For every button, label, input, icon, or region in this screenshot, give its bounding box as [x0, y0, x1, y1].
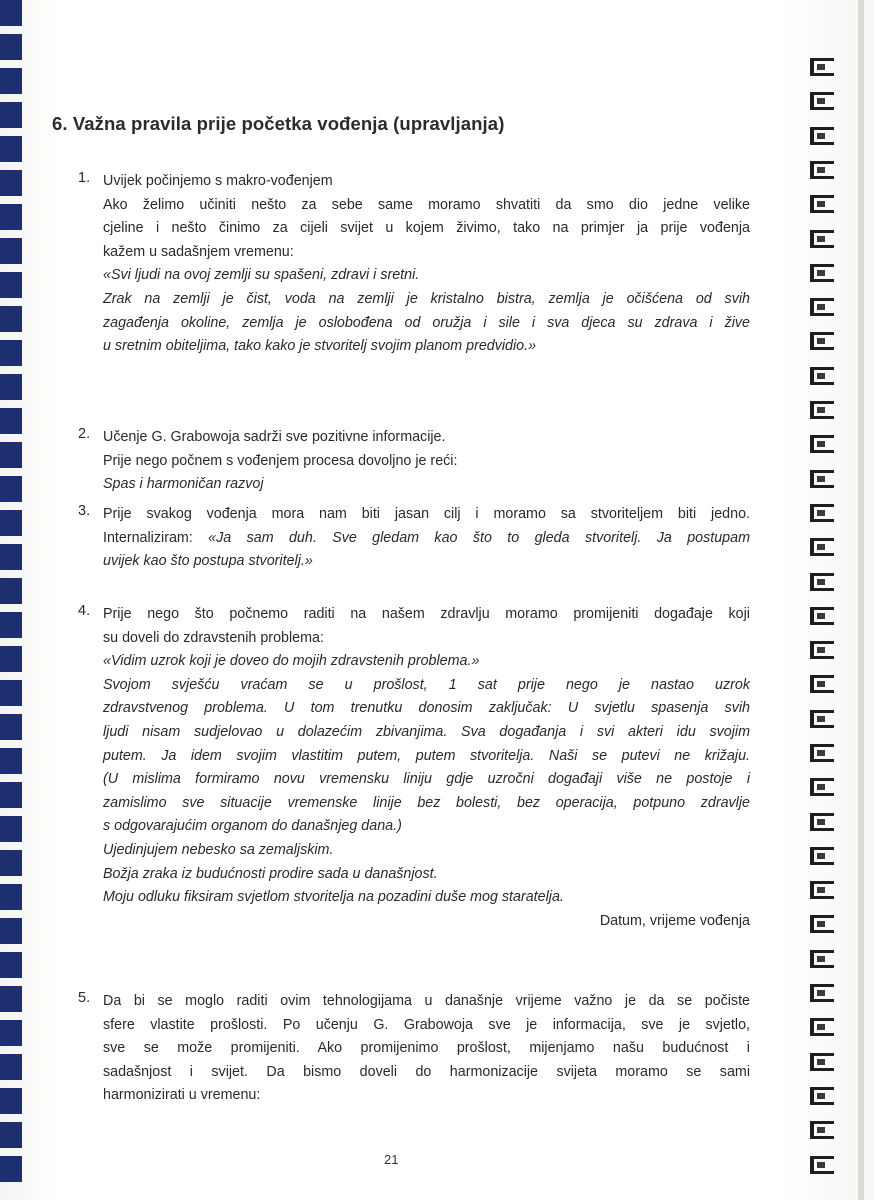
scan-edge-mark	[0, 612, 22, 638]
date-time-line: Datum, vrijeme vođenja	[599, 912, 750, 929]
binding-coil	[810, 195, 834, 213]
item-quote-line: Božja zraka iz budućnosti prodire sada u današnjost.	[103, 865, 438, 882]
binding-coil	[810, 813, 834, 831]
binding-coil	[810, 675, 834, 693]
item-line-lead: Internaliziram:	[103, 529, 193, 546]
scan-edge-mark	[0, 782, 22, 808]
item-quote-line: «Svi ljudi na ovoj zemlji su spašeni, zdravi i sretni.	[103, 267, 420, 284]
spiral-binding	[802, 0, 874, 1200]
scan-edge-mark	[0, 34, 22, 60]
scan-edge-mark	[0, 816, 22, 842]
item-line: Učenje G. Grabowoja sadrži sve pozitivne informacije.	[103, 429, 446, 445]
item-line: sadašnjost i svijet. Da bismo doveli do harmonizacije svijeta moramo se sami	[103, 1063, 750, 1080]
item-line: su doveli do zdravstenih problema:	[103, 629, 324, 646]
scan-edge-mark	[0, 374, 22, 400]
binding-coil	[810, 161, 834, 179]
item-line: harmonizirati u vremenu:	[103, 1087, 261, 1104]
scan-edge-mark	[0, 578, 22, 604]
binding-coil	[810, 504, 834, 522]
item-number: 2.	[78, 426, 91, 442]
item-quote-line: (U mislima formiramo novu vremensku liniju gdje uzročni događaji više ne postoje i	[103, 771, 750, 788]
item-quote-line: «Ja sam duh. Sve gledam kao što to gleda stvoritelj. Ja postupam	[208, 529, 750, 546]
item-line-mixed	[103, 527, 750, 551]
binding-coil	[810, 744, 834, 762]
scan-edge-mark	[0, 408, 22, 434]
item-line: cjeline i nešto činimo za cijeli svijet u kojem živimo, tako na primjer ja prije vođenja	[103, 220, 750, 237]
item-quote-line: s odgovarajućim organom do današnjeg dana.)	[103, 818, 402, 835]
item-quote-line: Svojom svješću vraćam se u prošlost, 1 sat prije nego je nastao uzrok	[103, 676, 750, 693]
item-line: sve se može promijeniti. Ako promijenimo prošlost, mijenjamo našu budućnost i	[103, 1040, 750, 1057]
scan-edge-mark	[0, 340, 22, 366]
binding-coil	[810, 710, 834, 728]
scan-edge-mark	[0, 680, 22, 706]
scan-edge-mark	[0, 238, 22, 264]
item-line: Prije svakog vođenja mora nam biti jasan cilj i moramo sa stvoriteljem biti jedno.	[103, 506, 750, 522]
item-quote-line: zagađenja okoline, zemlja je oslobođena od oružja i sile i sva djeca su zdrava i žive	[103, 314, 750, 331]
binding-coil	[810, 1156, 834, 1174]
binding-coil	[810, 470, 834, 488]
scan-edge-mark	[0, 306, 22, 332]
item-line: Prije nego što počnemo raditi na našem zdravlju moramo promijeniti događaje koji	[103, 606, 750, 622]
item-line: kažem u sadašnjem vremenu:	[103, 243, 294, 260]
binding-coil	[810, 950, 834, 968]
item-quote-line: u sretnim obiteljima, tako kako je stvoritelj svojim planom predvidio.»	[103, 338, 537, 355]
scan-edge-mark	[0, 748, 22, 774]
item-line: Ako želimo učiniti nešto za sebe same moramo shvatiti da smo dio jedne velike	[103, 196, 750, 213]
binding-coil	[810, 984, 834, 1002]
item-quote-line: Spas i harmoničan razvoj	[103, 476, 264, 493]
binding-coil	[810, 401, 834, 419]
item-quote-line: Zrak na zemlji je čist, voda na zemlji je kristalno bistra, zemlja je očišćena od svih	[103, 290, 750, 307]
item-number: 1.	[78, 170, 91, 186]
scan-edge-mark	[0, 952, 22, 978]
binding-coil	[810, 58, 834, 76]
item-quote-line: Moju odluku fiksiram svjetlom stvoritelja na pozadini duše mog staratelja.	[103, 889, 564, 906]
page-number: 21	[384, 1152, 399, 1167]
item-quote-line: zamislimo sve situacije vremenske linije bez bolesti, bez operacija, potpuno zdravlje	[103, 794, 750, 811]
binding-coil	[810, 573, 834, 591]
scan-edge-mark	[0, 986, 22, 1012]
scan-edge-mark	[0, 1088, 22, 1114]
item-line: Prije nego počnem s vođenjem procesa dovoljno je reći:	[103, 452, 458, 469]
scan-edge-mark	[0, 1122, 22, 1148]
scan-edge-mark	[0, 476, 22, 502]
scan-edge-mark	[0, 68, 22, 94]
binding-coil	[810, 1121, 834, 1139]
scan-edge-mark	[0, 272, 22, 298]
binding-coil	[810, 1018, 834, 1036]
scan-edge-mark	[0, 102, 22, 128]
scan-edge-mark	[0, 544, 22, 570]
item-number: 3.	[78, 503, 91, 519]
binding-coil	[810, 332, 834, 350]
binding-coil	[810, 881, 834, 899]
scan-edge-mark	[0, 1054, 22, 1080]
scan-edge-mark	[0, 884, 22, 910]
binding-coil	[810, 538, 834, 556]
item-line: Uvijek počinjemo s makro-vođenjem	[103, 173, 333, 189]
scan-edge-mark	[0, 204, 22, 230]
scan-edge-mark	[0, 136, 22, 162]
binding-coil	[810, 230, 834, 248]
item-line: sfere vlastite prošlosti. Po učenju G. Grabowoja sve je informacija, sve je svjetlo,	[103, 1016, 750, 1033]
binding-coil	[810, 367, 834, 385]
binding-coil	[810, 1053, 834, 1071]
scan-edge-mark	[0, 510, 22, 536]
item-quote-line: zdravstvenog problema. U tom trenutku donosim zaključak: U svjetlu spasenja svih	[103, 700, 750, 717]
item-quote-line: uvijek kao što postupa stvoritelj.»	[103, 553, 313, 570]
item-quote-line: «Vidim uzrok koji je doveo do mojih zdravstenih problema.»	[103, 653, 480, 670]
item-quote-line: Ujedinjujem nebesko sa zemaljskim.	[103, 841, 334, 858]
page-edge-shadow	[858, 0, 864, 1200]
binding-coil	[810, 778, 834, 796]
scan-edge-mark	[0, 1156, 22, 1182]
item-quote-line: ljudi nisam sudjelovao u dolazećim zbivanjima. Sva događanja i svi akteri idu svojim	[103, 723, 750, 740]
scan-edge-mark	[0, 442, 22, 468]
scan-edge-mark	[0, 850, 22, 876]
scan-edge-mark	[0, 1020, 22, 1046]
binding-coil	[810, 92, 834, 110]
scan-edge-mark	[0, 170, 22, 196]
left-page-edge-strip	[0, 0, 26, 1200]
binding-coil	[810, 264, 834, 282]
scan-edge-mark	[0, 646, 22, 672]
binding-coil	[810, 435, 834, 453]
binding-coil	[810, 915, 834, 933]
scan-edge-mark	[0, 714, 22, 740]
binding-coil	[810, 127, 834, 145]
binding-coil	[810, 298, 834, 316]
item-line: Da bi se moglo raditi ovim tehnologijama u današnje vrijeme važno je da se počiste	[103, 993, 750, 1009]
binding-coil	[810, 1087, 834, 1105]
binding-coil	[810, 847, 834, 865]
item-quote-line: putem. Ja idem svojim vlastitim putem, putem stvoritelja. Naši se putevi ne križaju.	[103, 747, 750, 764]
section-heading: 6. Važna pravila prije početka vođenja (upravljanja)	[52, 113, 505, 134]
binding-coil	[810, 607, 834, 625]
item-number: 5.	[78, 990, 91, 1006]
binding-coil	[810, 641, 834, 659]
scan-edge-mark	[0, 0, 22, 26]
scan-edge-mark	[0, 918, 22, 944]
item-number: 4.	[78, 603, 91, 619]
